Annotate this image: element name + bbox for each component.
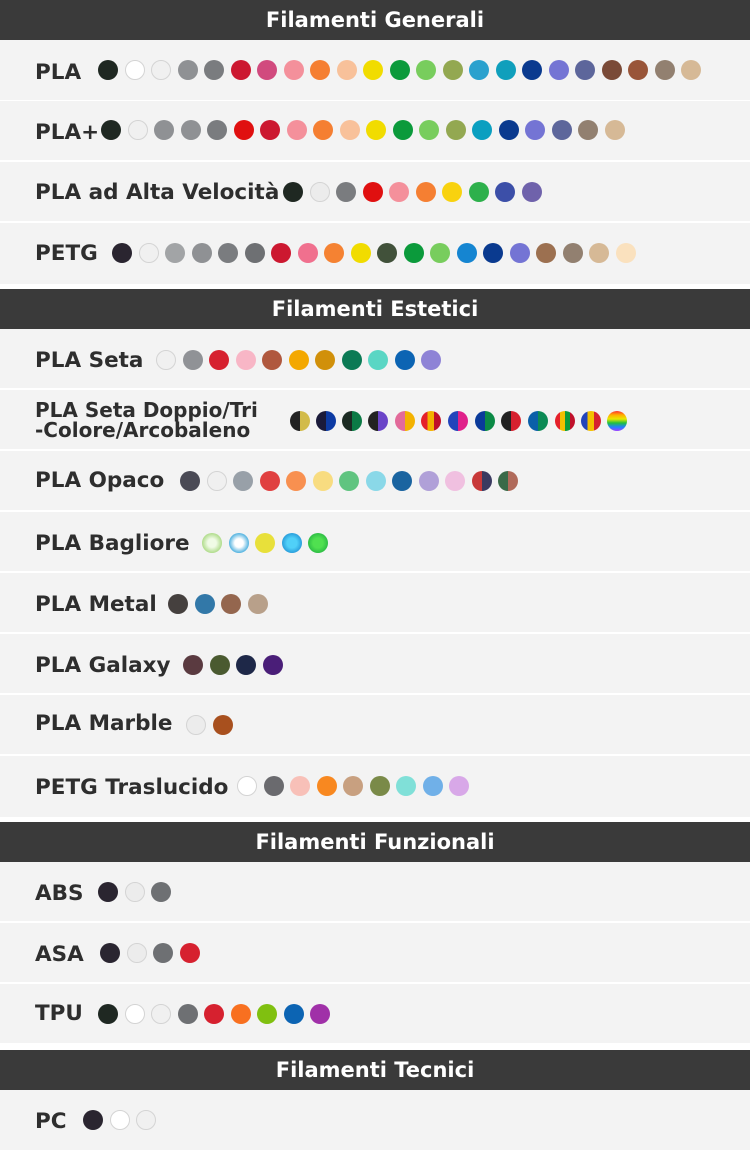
color-swatch[interactable] [298,243,318,263]
filament-row [0,756,750,817]
filament-label: TPU [35,1001,83,1026]
color-swatch[interactable] [449,776,469,796]
color-swatch[interactable] [110,1110,130,1130]
color-swatch[interactable] [98,1004,118,1024]
color-swatch[interactable] [202,533,222,553]
filament-row [0,162,750,221]
color-swatch[interactable] [339,471,359,491]
color-swatch[interactable] [628,60,648,80]
color-swatch[interactable] [522,60,542,80]
color-swatch[interactable] [510,243,530,263]
filament-label: PLA ad Alta Velocità [35,180,280,205]
color-swatch[interactable] [264,776,284,796]
color-swatch[interactable] [445,471,465,491]
filament-label: PETG Traslucido [35,775,229,800]
filament-row [0,984,750,1043]
color-swatch[interactable] [496,60,516,80]
color-swatch[interactable] [284,60,304,80]
color-swatch[interactable] [681,60,701,80]
color-swatch[interactable] [195,594,215,614]
color-swatch[interactable] [421,350,441,370]
filament-row [0,329,750,388]
color-swatch[interactable] [605,120,625,140]
color-swatch[interactable] [536,243,556,263]
color-swatch[interactable] [165,243,185,263]
color-swatch[interactable] [616,243,636,263]
color-swatch[interactable] [602,60,622,80]
color-swatch[interactable] [262,350,282,370]
color-swatch[interactable] [207,120,227,140]
color-swatch[interactable] [395,350,415,370]
color-swatch[interactable] [404,243,424,263]
color-swatch[interactable] [233,471,253,491]
color-swatch[interactable] [260,120,280,140]
color-swatch[interactable] [98,882,118,902]
filament-label: PLA Seta Doppio/Tri -Colore/Arcobaleno [35,398,258,442]
color-swatch[interactable] [260,471,280,491]
color-swatch[interactable] [469,182,489,202]
color-swatch[interactable] [472,471,492,491]
color-swatch[interactable] [271,243,291,263]
filament-label: ABS [35,881,84,906]
color-swatch[interactable] [343,776,363,796]
color-swatch[interactable] [100,943,120,963]
color-swatch[interactable] [236,350,256,370]
color-swatch[interactable] [351,243,371,263]
color-swatch[interactable] [443,60,463,80]
color-swatch[interactable] [231,1004,251,1024]
color-swatch[interactable] [168,594,188,614]
color-swatch[interactable] [136,1110,156,1130]
color-swatch[interactable] [263,655,283,675]
color-swatch[interactable] [284,1004,304,1024]
color-swatch[interactable] [370,776,390,796]
color-swatch[interactable] [448,411,468,431]
filament-label: ASA [35,942,84,967]
color-swatch[interactable] [101,120,121,140]
color-swatch[interactable] [501,411,521,431]
filament-row [0,390,750,449]
color-swatch[interactable] [368,350,388,370]
color-swatch[interactable] [289,350,309,370]
color-swatch[interactable] [555,411,575,431]
color-swatch[interactable] [563,243,583,263]
color-swatch[interactable] [178,60,198,80]
filament-row [0,40,750,100]
color-swatch[interactable] [236,655,256,675]
color-swatch[interactable] [255,533,275,553]
color-swatch[interactable] [287,120,307,140]
section-header: Filamenti Tecnici [0,1050,750,1090]
color-swatch[interactable] [416,60,436,80]
color-swatch[interactable] [125,1004,145,1024]
color-swatch[interactable] [389,182,409,202]
color-swatch[interactable] [469,60,489,80]
color-swatch[interactable] [315,350,335,370]
color-swatch[interactable] [186,715,206,735]
color-swatch[interactable] [183,655,203,675]
filament-label: PLA+ [35,120,100,145]
color-swatch[interactable] [192,243,212,263]
color-swatch[interactable] [316,411,336,431]
color-swatch[interactable] [213,715,233,735]
color-swatch[interactable] [366,471,386,491]
color-swatch[interactable] [421,411,441,431]
color-swatch[interactable] [578,120,598,140]
color-swatch[interactable] [377,243,397,263]
section-header: Filamenti Funzionali [0,822,750,862]
color-swatch[interactable] [151,882,171,902]
color-swatch[interactable] [522,182,542,202]
color-swatch[interactable] [221,594,241,614]
filament-row [0,451,750,510]
filament-label: PLA Seta [35,348,144,373]
color-swatch[interactable] [655,60,675,80]
color-swatch[interactable] [308,533,328,553]
color-swatch[interactable] [237,776,257,796]
color-swatch[interactable] [499,120,519,140]
color-swatch[interactable] [317,776,337,796]
filament-label: PLA Bagliore [35,531,190,556]
color-swatch[interactable] [283,182,303,202]
color-swatch[interactable] [153,943,173,963]
color-swatch[interactable] [156,350,176,370]
color-swatch[interactable] [204,60,224,80]
color-swatch[interactable] [368,411,388,431]
color-swatch[interactable] [139,243,159,263]
filament-row [0,101,750,160]
color-swatch[interactable] [393,120,413,140]
color-swatch[interactable] [419,471,439,491]
color-swatch[interactable] [340,120,360,140]
color-swatch[interactable] [112,243,132,263]
color-swatch[interactable] [181,120,201,140]
filament-label: PLA Opaco [35,468,165,493]
color-swatch[interactable] [245,243,265,263]
color-swatch[interactable] [457,243,477,263]
color-swatch[interactable] [257,60,277,80]
color-swatch[interactable] [98,60,118,80]
color-swatch[interactable] [234,120,254,140]
filament-label: PLA Metal [35,592,157,617]
color-swatch[interactable] [310,60,330,80]
filament-row [0,573,750,632]
color-swatch[interactable] [423,776,443,796]
color-swatch[interactable] [419,120,439,140]
color-swatch[interactable] [248,594,268,614]
color-swatch[interactable] [313,471,333,491]
filament-label: PLA [35,60,82,85]
color-swatch[interactable] [442,182,462,202]
color-swatch[interactable] [83,1110,103,1130]
filament-row [0,634,750,693]
color-swatch[interactable] [178,1004,198,1024]
filament-row [0,862,750,921]
color-swatch[interactable] [151,60,171,80]
color-swatch[interactable] [313,120,333,140]
color-swatch[interactable] [324,243,344,263]
color-swatch[interactable] [342,350,362,370]
color-swatch[interactable] [282,533,302,553]
color-swatch[interactable] [336,182,356,202]
color-swatch[interactable] [342,411,362,431]
color-swatch[interactable] [472,120,492,140]
color-swatch[interactable] [180,471,200,491]
color-swatch[interactable] [218,243,238,263]
color-swatch[interactable] [607,411,627,431]
color-swatch[interactable] [416,182,436,202]
filament-label: PETG [35,241,98,266]
color-swatch[interactable] [154,120,174,140]
color-swatch[interactable] [366,120,386,140]
color-swatch[interactable] [125,60,145,80]
filament-row [0,512,750,571]
color-swatch[interactable] [290,776,310,796]
color-swatch[interactable] [498,471,518,491]
color-swatch[interactable] [125,882,145,902]
color-swatch[interactable] [552,120,572,140]
color-swatch[interactable] [286,471,306,491]
section-header: Filamenti Estetici [0,289,750,329]
color-swatch[interactable] [363,182,383,202]
color-swatch[interactable] [128,120,148,140]
color-swatch[interactable] [207,471,227,491]
color-swatch[interactable] [528,411,548,431]
color-swatch[interactable] [310,1004,330,1024]
color-swatch[interactable] [575,60,595,80]
color-swatch[interactable] [395,411,415,431]
filament-row [0,695,750,754]
color-swatch[interactable] [151,1004,171,1024]
color-swatch[interactable] [390,60,410,80]
color-swatch[interactable] [549,60,569,80]
color-swatch[interactable] [495,182,515,202]
color-swatch[interactable] [525,120,545,140]
filament-label: PC [35,1109,67,1134]
color-swatch[interactable] [392,471,412,491]
color-swatch[interactable] [363,60,383,80]
color-swatch[interactable] [396,776,416,796]
color-swatch[interactable] [475,411,495,431]
filament-row [0,1090,750,1150]
color-swatch[interactable] [127,943,147,963]
color-swatch[interactable] [310,182,330,202]
color-swatch[interactable] [231,60,251,80]
color-swatch[interactable] [589,243,609,263]
filament-row [0,923,750,982]
color-swatch[interactable] [257,1004,277,1024]
color-swatch[interactable] [229,533,249,553]
color-swatch[interactable] [210,655,230,675]
color-swatch[interactable] [180,943,200,963]
color-swatch[interactable] [204,1004,224,1024]
section-header: Filamenti Generali [0,0,750,40]
color-swatch[interactable] [581,411,601,431]
color-swatch[interactable] [337,60,357,80]
color-swatch[interactable] [430,243,450,263]
color-swatch[interactable] [483,243,503,263]
filament-label: PLA Marble [35,711,173,736]
filament-label: PLA Galaxy [35,653,171,678]
filament-row [0,223,750,284]
color-swatch[interactable] [290,411,310,431]
color-swatch[interactable] [446,120,466,140]
color-swatch[interactable] [209,350,229,370]
color-swatch[interactable] [183,350,203,370]
